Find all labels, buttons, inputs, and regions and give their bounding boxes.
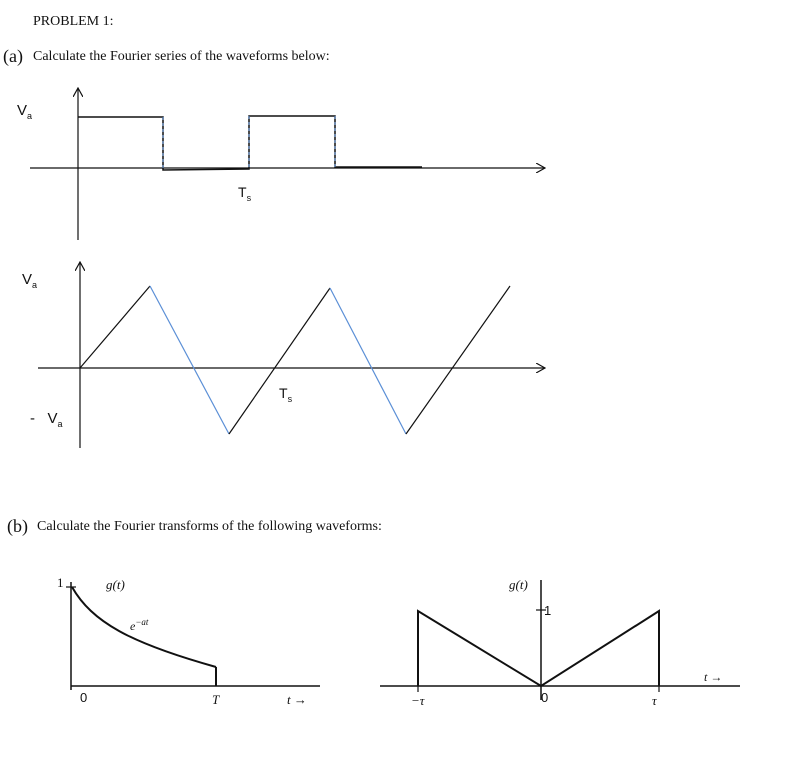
v-pulse-origin-label: 0: [541, 690, 549, 705]
exp-pulse-func-label: g(t): [106, 577, 125, 592]
exp-pulse-curve-label: $e^{-at}$: [130, 617, 149, 633]
v-pulse-axis-label: t →: [704, 670, 723, 684]
v-pulse-figure: [380, 580, 740, 700]
v-pulse-func-label: g(t): [509, 577, 528, 592]
exp-pulse-y-tick: 1: [57, 575, 64, 590]
triangle-wave-figure: [38, 262, 545, 448]
part-b-instruction: Calculate the Fourier transforms of the following waveforms:: [37, 519, 382, 534]
exp-pulse-figure: [66, 582, 320, 690]
v-pulse-y-tick: 1: [544, 603, 552, 618]
v-pulse-signal: [418, 611, 659, 686]
triangle-wave-neg-label: - $V_a$: [30, 410, 63, 429]
square-wave-period-label: $T_s$: [238, 184, 252, 203]
v-pulse-right-label: τ: [652, 693, 657, 708]
problem-title: PROBLEM 1:: [33, 14, 114, 29]
square-wave-figure: [30, 88, 545, 240]
exp-pulse-end-label: T: [212, 692, 220, 707]
exp-pulse-axis-label: t →: [287, 692, 307, 707]
triangle-wave-period-label: $T_s$: [279, 385, 293, 404]
square-wave-signal: [78, 116, 422, 170]
v-pulse-left-label: −τ: [411, 693, 425, 708]
part-a-instruction: Calculate the Fourier series of the waveforms below:: [33, 49, 330, 64]
exp-pulse-origin-label: 0: [80, 690, 88, 705]
part-a-label: (a): [3, 46, 23, 66]
square-wave-y-label: $V_a$: [17, 102, 33, 121]
exp-pulse-curve: [72, 587, 216, 667]
triangle-wave-signal: [80, 286, 510, 434]
part-b-label: (b): [7, 516, 28, 536]
triangle-wave-y-label: $V_a$: [22, 271, 38, 290]
